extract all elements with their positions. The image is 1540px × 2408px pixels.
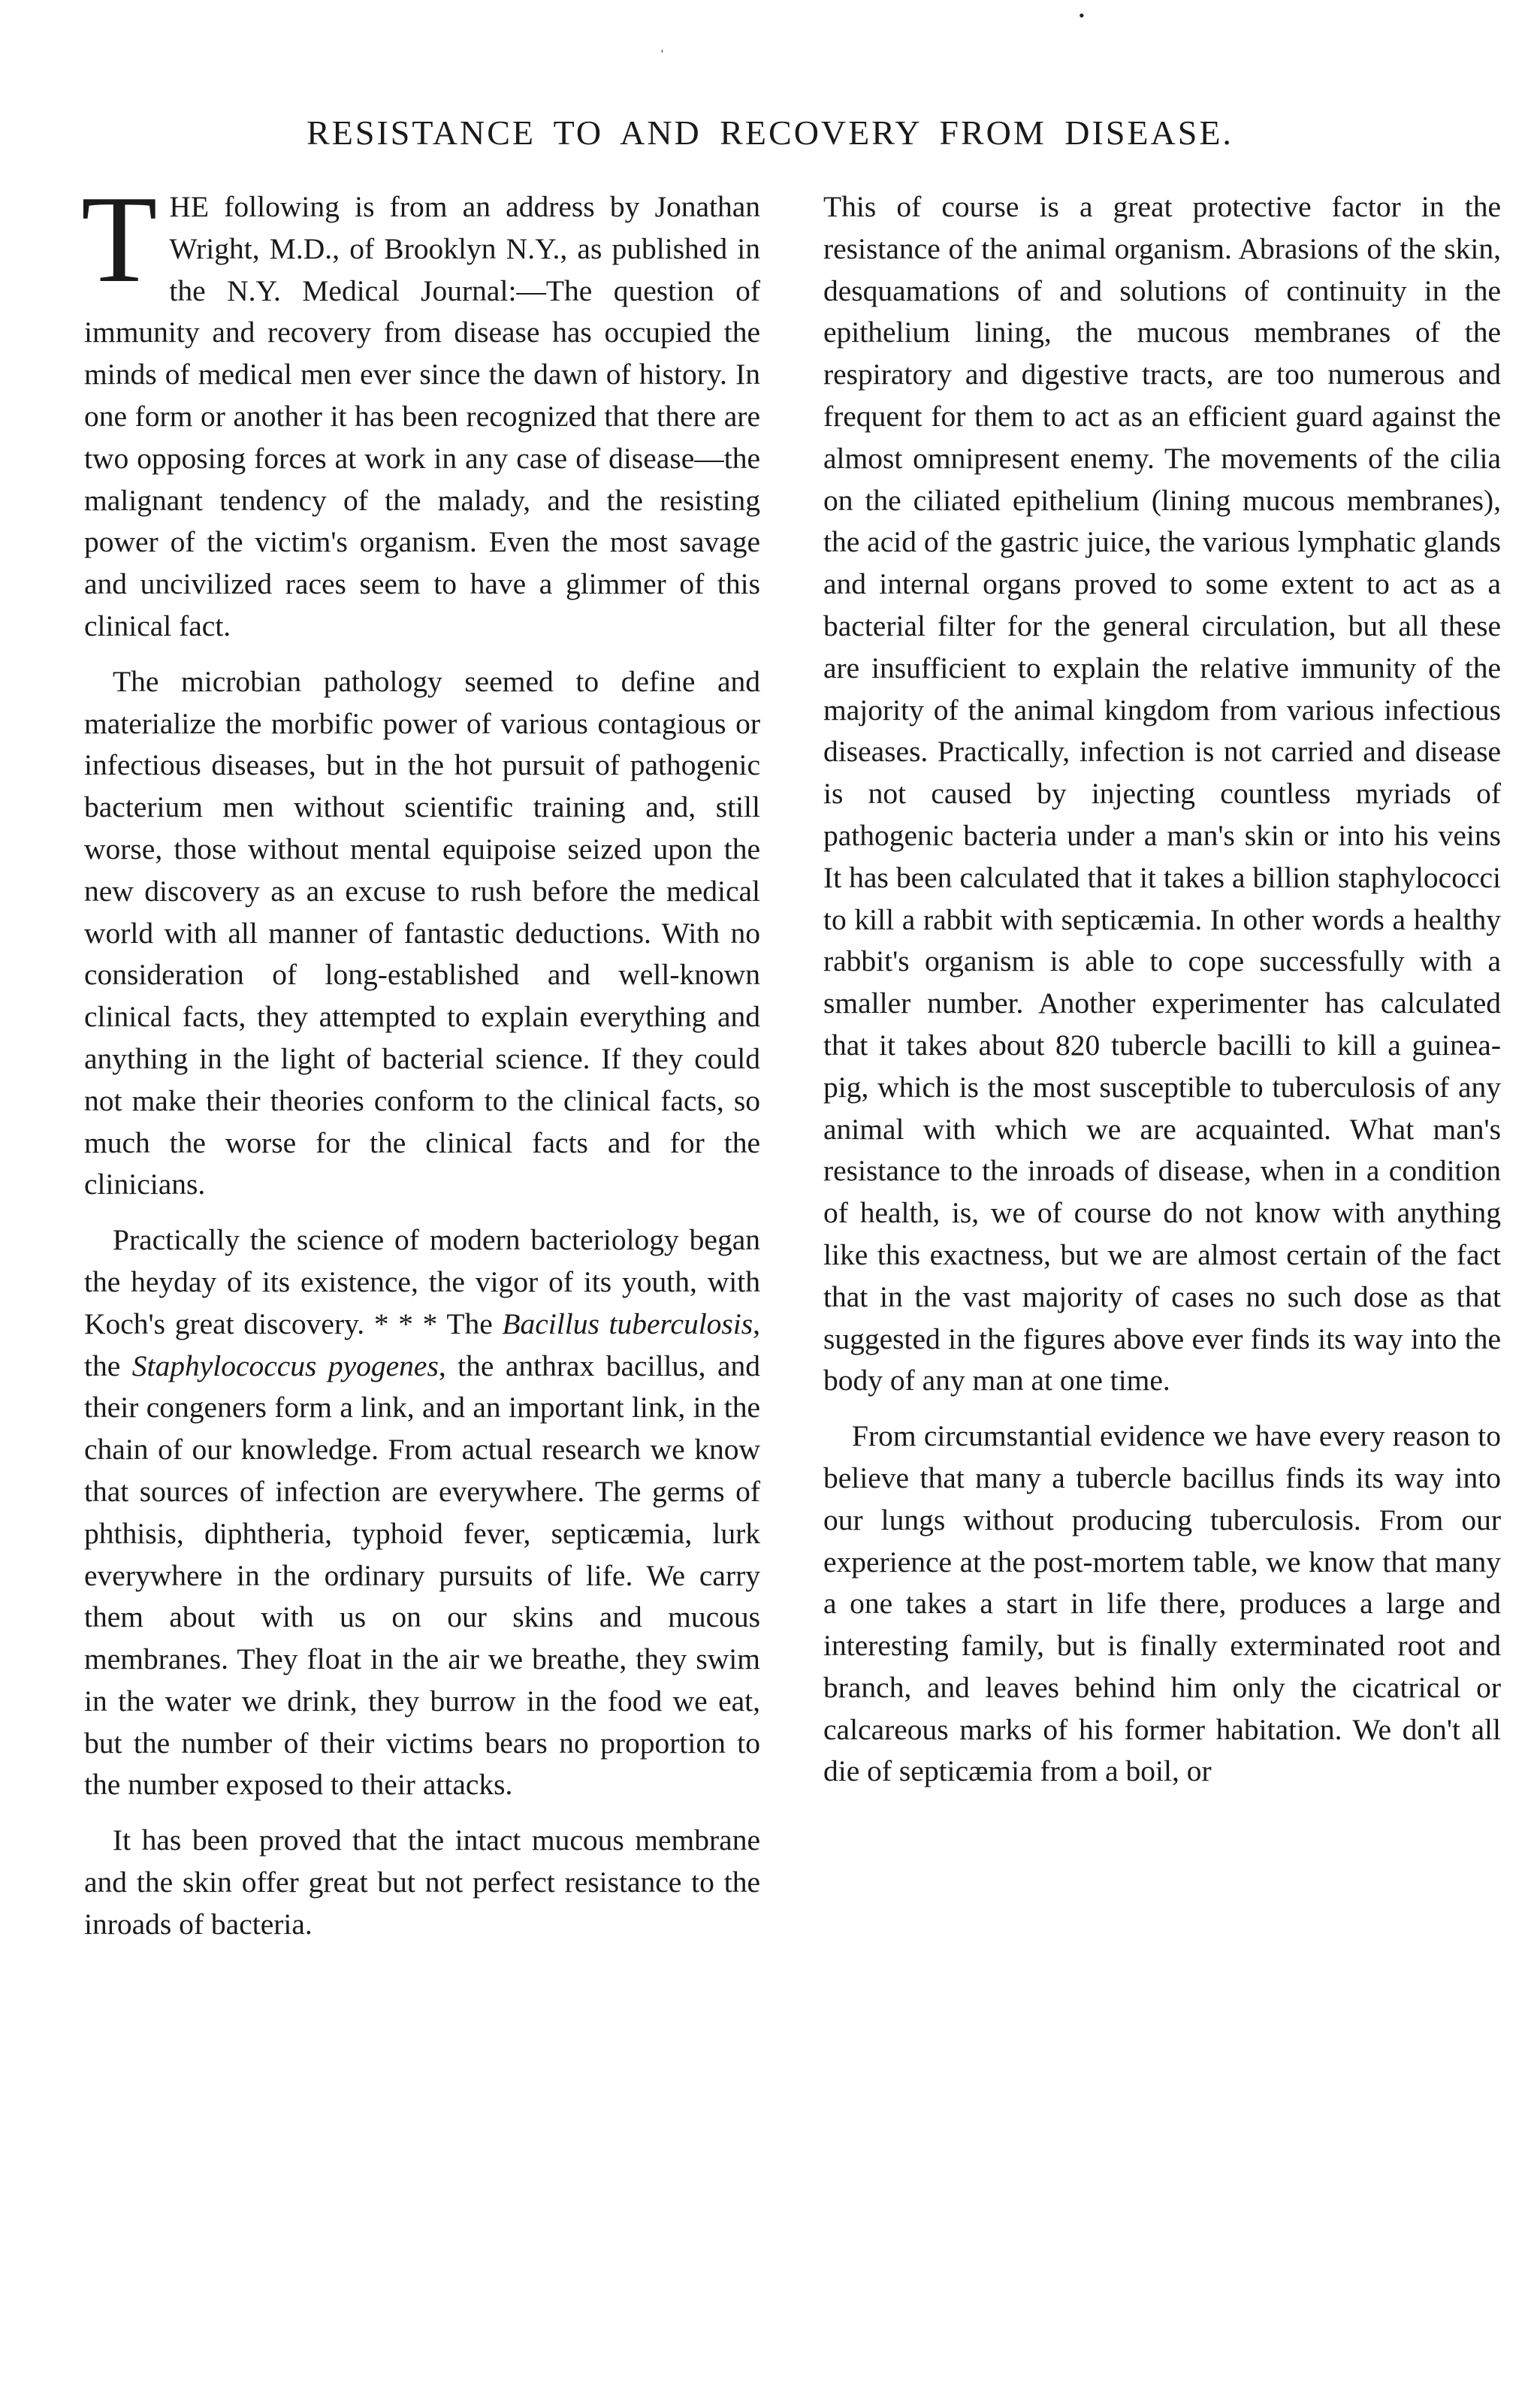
- paragraph-text: , the: [84, 1307, 761, 1382]
- paragraph-text: Practically the science of modern bacteriology began the heyday of its existence, the vigor of its youth, with Koch's great discovery. * * * The: [84, 1223, 760, 1340]
- left-column: [81, 170, 761, 1946]
- print-speck: ': [661, 48, 663, 61]
- right-column: [823, 186, 1501, 1793]
- paragraph-text: , the anthrax bacillus, and their congeners form a link, and an important link, in the chain of our knowledge. From actual research we know that sources of infection are everywhere. The germs of phthisis, diphtheria, typhoid fever, septicæmia, lurk everywhere in the ordinary pursuits of life. We carry them about with us on our skins and mucous membranes. They float in the air we breathe, they swim in the water we drink, they burrow in the food we eat, but the number of their victims bears no proportion to the number exposed to their attacks.: [84, 1349, 760, 1802]
- paragraph: [81, 170, 760, 648]
- paragraph: The microbian pathology seemed to define and materialize the morbific power of various contagious or infectious diseases, but in the hot pursuit of pathogenic bacterium men without scientific training and, still worse, those without mental equipoise seized upon the new discovery as an excuse to rush before the medical world with all manner of fantastic deductions. With no consideration of long-established and well-known clinical facts, they attempted to explain everything and anything in the light of bacterial science. If they could not make their theories conform to the clinical facts, so much the worse for the clinical facts and for the clinicians.: [84, 664, 760, 1201]
- paragraph: [84, 1219, 760, 1806]
- page-title: RESISTANCE TO AND RECOVERY FROM DISEASE.: [306, 113, 1234, 152]
- print-speck: •: [1079, 6, 1085, 25]
- paragraph: It has been proved that the intact mucous membrane and the skin offer great but not perfect resistance to the inroads of bacteria.: [84, 1823, 760, 1941]
- italic-term: Staphylococcus pyogenes: [131, 1349, 439, 1382]
- drop-cap: T: [81, 170, 158, 308]
- paragraph: This of course is a great protective factor in the resistance of the animal organism. Abrasions of the skin, desquamations of and solutions of continuity in the epithelium lining, the mucous membranes of the respiratory and digestive tracts, are too numerous and frequent for them to act as an efficient guard against the almost omnipresent enemy. The movements of the cilia on the ciliated epithelium (lining mucous membranes), the acid of the gastric juice, the various lymphatic glands and internal organs proved to some extent to act as a bacterial filter for the general circulation, but all these are insufficient to explain the relative immunity of the majority of the animal kingdom from various infectious diseases. Practically, infection is not carried and disease is not caused by injecting countless myriads of pathogenic bacteria under a man's skin or into his veins It has been calculated that it takes a billion staphylococci to kill a rabbit with septicæmia. In other words a healthy rabbit's organism is able to cope successfully with a smaller number. Another experimenter has calculated that it takes about 820 tubercle bacilli to kill a guinea-pig, which is the most susceptible to tuberculosis of any animal with which we are acquainted. What man's resistance to the inroads of disease, when in a condition of health, is, we of course do not know with anything like this exactness, but we are almost certain of the fact that in the vast majority of cases no such dose as that suggested in the figures above ever finds its way into the body of any man at one time.: [823, 190, 1501, 1397]
- paragraph: From circumstantial evidence we have every reason to believe that many a tubercle bacillus finds its way into our lungs without producing tuberculosis. From our experience at the post-mortem table, we know that many a one takes a start in life there, produces a large and interesting family, but is finally exterminated root and branch, and leaves behind him only the cicatrical or calcareous marks of his former habitation. We don't all die of septicæmia from a boil, or: [823, 1419, 1501, 1788]
- italic-term: Bacillus tuberculosis: [502, 1307, 753, 1340]
- paragraph-text: HE following is from an address by Jonathan Wright, M.D., of Brooklyn N.Y., as published in the N.Y. Medical Journal:—The question of immunity and recovery from disease has occupied the minds of medical men ever since the dawn of history. In one form or another it has been recognized that there are two opposing forces at work in any case of disease—the malignant tendency of the malady, and the resisting power of the victim's organism. Even the most savage and uncivilized races seem to have a glimmer of this clinical fact.: [84, 190, 760, 642]
